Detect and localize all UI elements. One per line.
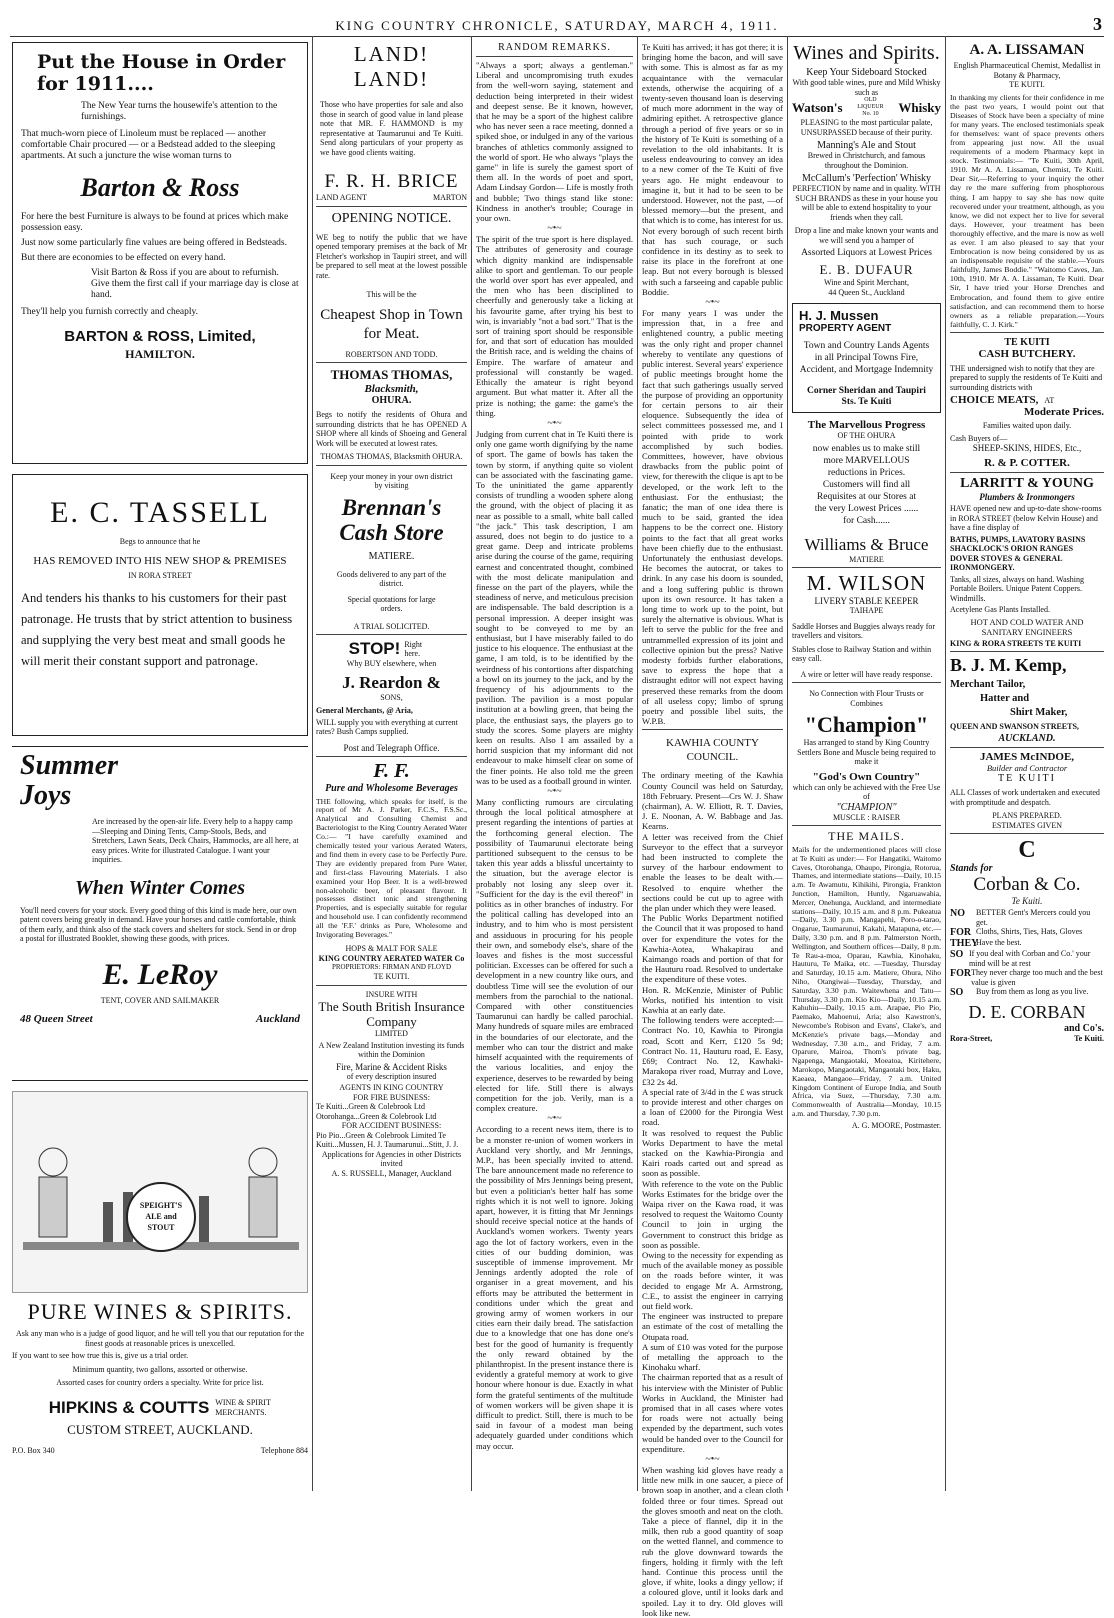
column-2 [316, 42, 467, 1492]
article-para: The spirit of the true sport is here displayed. The attributes of generosity and courage which dignity mankind are indispensable alike to sport and gentleman. To our people the world over sport has ever appealed, and the men who has been disciplined to cheerfully and generously take a licking at his favourite game, after trying his best to win, is invariably "not a bad sort." That is the sort of training sport should be responsible for, and that sort of education has moulded the British race, and is welding the chains of Empire. The warfare of amateur and professional will constantly be waged. Ethically the amateur is right beyond argument. But what matter it. After all the prize is nothing; the game: the game's the thing. [476, 234, 633, 418]
wines-assorted: Assorted Liquors at Lowest Prices [801, 248, 932, 258]
article-para: It was resolved to request the Public Works Department to have the metal stacked on the Kawhia-Pirongia and Kairi roads carted out and spread as soon as possible. [642, 1127, 783, 1179]
lissaman-name: A. A. LISSAMAN [969, 42, 1085, 58]
leroy-name: E. LeRoy [102, 957, 218, 991]
barton-para: The New Year turns the housewife's attention to the furnishings. [81, 101, 278, 122]
page-number: 3 [1093, 14, 1102, 34]
corban-row [950, 968, 1104, 987]
ornament: ~•~ [547, 417, 562, 429]
mussen-advert [792, 303, 941, 413]
mails-sig: A. G. MOORE, Postmaster. [851, 1120, 941, 1130]
corban-key: SO [950, 949, 964, 961]
butchery-skins: SHEEP-SKINS, HIDES, Etc., [972, 443, 1082, 454]
rule [792, 567, 941, 568]
ff-title: F. F. [373, 759, 410, 782]
leroy-summer: Summer Joys [20, 750, 119, 811]
corban-key: FOR [950, 968, 972, 980]
champion-muscle: MUSCLE : RAISER [832, 812, 901, 822]
kemp-line: Hatter and [980, 693, 1030, 705]
brennan-intro: Keep your money in your own district by visiting [330, 471, 453, 490]
rule [316, 465, 467, 466]
rule [642, 729, 783, 730]
opening-will: This will be the [366, 290, 417, 299]
opening-body: WE beg to notify the public that we have opened temporary premises at the back of Mr Fletcher's workshop in Taupiri street, and will be prepared to sell meat at the lowest possible rate. [316, 232, 467, 280]
ff-body: THE following, which speaks for itself, is the report of Mr A. J. Parker, F.C.S., F.S.Sc., Analytical and Consulting Chemist and Bacteriologist to the King Country Aerated Water Co.:— "I have carefully examined and chemically tested your various Aerated Waters, and find them in every case to be Perfectly Pure. They are evidently prepared from Pure Water, and first-class Flavouring Materials. I also examined your Hop Beer. It is a well-brewed non-alcoholic beer, of pleasant flavour. It possesses distinct tonic and strengthening Properties, and is especially suitable for regular and household use. I can confidently recommend all the 'F.F.' drinks as Pure, Wholesome and Invigorating Beverages." [316, 796, 467, 940]
corban-text: Buy from them as long as you live. [976, 987, 1089, 997]
lissaman-body: In thanking my clients for their confidence in me the past two years, I would point out that Diseases of Stock have been a specialty of mine for many years. The enclosed testimonials speak for themselves: want of space prevents others from appearing just now. All the usual requirements of a modern Pharmacy kept in stock. Testimonials:— "Te Kuiti, 30th April, 1910. Mr A. A. Lissaman, Chemist, Te Kuiti. Dear Sir,—Referring to your inquiry the other day re the mare suffering from phosphorous thing, I am happy to say she has now quite recovered under your treatment, although, as you know, we did not expect her to live for several days. However, your treatment has been thoroughly effective, and the mare is now as well as ever. I am also pleased to say that your Embrocation is now being considered by us as an indispensable requisite of the stable.—Yours faithfully, James Boddie." "Waitomo Caves, Jan. 10th, 1910. Mr A. A. Lissaman, Te Kuiti. Dear Sir, I have tried your Horse Drenches and Embrocation, and found them to give entire satisfaction, and can recommend them to horse owners as a reliable preparation.—Yours faithfully, C. J. Kirk." [950, 92, 1104, 329]
bar-scene-illustration [12, 1091, 308, 1293]
ins-fb: FOR FIRE BUSINESS: [353, 1092, 430, 1102]
reardon-post: Post and Telegraph Office. [343, 742, 440, 753]
ornament: ~•~ [547, 223, 562, 235]
hipkins-coutts-advert [12, 1091, 308, 1471]
article-para: Owing to the necessity for expending as much of the available money as possible on the roads before winter, it was decided to engage Mr A. Armstrong, C.E., to assist the engineer in carrying out field work. [642, 1249, 783, 1311]
champion-advert [792, 689, 941, 822]
leroy-address-row [20, 1013, 300, 1025]
hipkins-firm-row [12, 1398, 308, 1418]
corban-text: BETTER Gent's Mercers could you get. [975, 908, 1091, 927]
leroy-winter: When Winter Comes [74, 876, 246, 899]
larritt-young-advert [950, 476, 1104, 648]
corban-row [950, 908, 1104, 927]
dufaur-address: 44 Queen St., Auckland [828, 287, 905, 297]
larritt-p1: HAVE opened new and up-to-date show-rooms in RORA STREET (below Kelvin House) and have a fine display of [950, 504, 1102, 533]
mails-title: THE MAILS. [828, 829, 905, 843]
masthead-rule [10, 36, 1104, 37]
wines-p5: Drop a line and make known your wants and we will send you a hamper of [794, 226, 939, 245]
article-para: A letter was received from the Chief Surveyor to the effect that a surveyor had been instructed to complete the survey of the harbour endowment to enable the leases to be dealt with.—Resolved to enquire whether the sections could be cut up to agree with the plan under which they were leased. [642, 831, 783, 914]
land-title: LAND! LAND! [353, 42, 430, 91]
corban-de: D. E. CORBAN [968, 1002, 1086, 1023]
mcindoe-town: TE KUITI [998, 773, 1056, 785]
wines-sub: Keep Your Sideboard Stocked [806, 67, 927, 78]
article-para: The chairman reported that as a result of his interview with the Minister of Public Works in Auckland, the Minister had promised that in all cases where votes for roads were not actually being expended by the department, such votes would be handed over to the Council for expenditure. [642, 1372, 783, 1454]
opening-notice-advert [316, 211, 467, 360]
larritt-trade: Plumbers & Ironmongers [979, 492, 1075, 503]
brennan-name: Brennan's [341, 494, 442, 520]
article-para: "Always a sport; always a gentleman." Liberal and uncompromising truth exudes from the well-worn saying, statement and deduction being interpreted in their widest and deepest sense. Be it known, however, that he may be a sport of the highest calibre who has never seen a race meeting, donned a spiked shoe, or indulged in any of the various branches of athletics commonly assigned to the world of sport. He who always "plays the game" in life is surely the gamest sport of them all. In the words of poet and sport, Adam Lindsay Gordon— Life is mostly froth and bubble; Two things stand like stone: Kindness in another's trouble; Courage in your own. [476, 60, 633, 224]
rule [950, 472, 1104, 473]
larritt-p6: KING & RORA STREETS TE KUITI [950, 638, 1082, 648]
larritt-p4: Acetylene Gas Plants Installed. [950, 605, 1050, 615]
ins-fire: Fire, Marine & Accident Risks [336, 1061, 447, 1072]
wilson-place: TAIHAPE [849, 606, 884, 615]
random-remarks-title: RANDOM REMARKS. [498, 42, 611, 53]
leroy-para: You'll need covers for your stock. Every good thing of this kind is made here, our own patent covers being greatly in demand. Have your horses and cattle comfortable, think of them early, and think also of the stack covers and shelters for stock. Send in or drop a postal for illustrated Booklet, showing these goods, with prices. [20, 905, 297, 943]
reardon-name: J. Reardon & [342, 672, 441, 692]
champion-2: "CHAMPION" [836, 801, 897, 813]
column-5 [792, 42, 941, 1492]
wines-p3: Brewed in Christchurch, and famous throughout the Dominion. [807, 151, 926, 170]
corban-town: Te Kuiti. [1011, 896, 1043, 907]
ornament: ~•~ [547, 1113, 562, 1125]
corban-text: If you deal with Corban and Co.' your mind will be at rest [968, 949, 1091, 968]
ins-apply: Applications for Agencies in other Districts invited [321, 1149, 462, 1168]
corban-advert [950, 837, 1104, 1044]
mussen-corner: Corner Sheridan and Taupiri Sts. Te Kuiti [807, 386, 926, 407]
kemp-city: AUCKLAND. [998, 733, 1056, 745]
lissaman-advert [950, 42, 1104, 329]
lissaman-town: TE KUITI. [1009, 80, 1045, 89]
rule [792, 825, 941, 826]
barton-para: They'll help you furnish correctly and cheaply. [21, 307, 199, 317]
butchery-moderate: Moderate Prices. [1023, 406, 1104, 419]
barton-town: HAMILTON. [125, 347, 195, 361]
hipkins-headline: PURE WINES & SPIRITS. [27, 1299, 293, 1324]
ins-ab: FOR ACCIDENT BUSINESS: [341, 1121, 442, 1130]
champion-country: "God's Own Country" [812, 770, 921, 783]
hipkins-phone: Telephone 884 [260, 1445, 308, 1455]
corban-row [950, 949, 1104, 968]
larritt-p5: HOT AND COLD WATER AND SANITARY ENGINEERS [970, 616, 1084, 637]
brice-name: F. R. H. BRICE [324, 171, 459, 192]
wines-p1: With good table wines, pure and Mild Whisky such as [792, 78, 941, 97]
hipkins-para: Ask any man who is a judge of good liquor, and he will tell you that our reputation for the finest goods at reasonable prices is unexcelled. [15, 1329, 305, 1348]
ff-beverages-advert [316, 760, 467, 982]
tassell-intro: Begs to announce that he [119, 537, 201, 546]
hipkins-para: If you want to see how true this is, give us a trial order. [12, 1351, 189, 1360]
butchery-at: AT [1044, 396, 1055, 406]
tassell-name: E. C. TASSELL [50, 496, 270, 529]
larritt-name: LARRITT & YOUNG [960, 476, 1094, 492]
article-para: Hon. R. McKenzie, Minister of Public Works, notified his intention to visit Kawhia at an early date. [642, 984, 783, 1016]
reardon-body: WILL supply you with everything at current rates? Bush Camps supplied. [316, 717, 458, 736]
kemp-advert [950, 655, 1104, 744]
williams-body: now enables us to make still more MARVELLOUS reductions in Prices. Customers will find all Requisites at our Stores at the very Lowest Prices ...... for Cash...... [812, 443, 921, 526]
choice-row [950, 394, 1104, 406]
hipkins-firm: HIPKINS & COUTTS [48, 1397, 210, 1417]
larritt-p3: Tanks, all sizes, always on hand. Washing Portable Boilers. Unique Patent Coppers. Windmills. [950, 574, 1084, 603]
column-rule [312, 36, 313, 1491]
champion-name: "Champion" [804, 712, 929, 737]
tassell-advert [12, 474, 308, 736]
wines-p4: PERFECTION by name and in quality. WITH SUCH BRANDS as these in your house you will be able to extend hospitality to your friends when they call. [792, 184, 941, 222]
ornament: ~•~ [705, 297, 720, 309]
dufaur-sub: Wine and Spirit Merchant, [824, 278, 909, 287]
corban-text: They never charge too much and the best value is given [971, 968, 1103, 987]
reardon-advert [316, 639, 467, 753]
opening-cheapest: Cheapest Shop in Town for Meat. [320, 306, 463, 342]
article-para: With reference to the vote on the Public Works Estimates for the bridge over the Waipa river on the Kawa road, it was resolved to request the Waitomo County Council to join in urging the Government to construct this bridge as soon as possible. [642, 1178, 783, 1250]
column-1 [12, 42, 308, 1492]
article-para: The engineer was instructed to prepare an estimate of the cost of metalling the Otupata road. [642, 1311, 783, 1342]
ins-insure: INSURE WITH [365, 989, 418, 999]
hipkins-contact-row [12, 1446, 308, 1456]
sign-line: STOUT [147, 1223, 175, 1232]
rule [950, 651, 1104, 652]
hipkins-para: Minimum quantity, two gallons, assorted or otherwise. [72, 1364, 248, 1374]
corban-address-row [950, 1034, 1104, 1044]
leroy-para: Are increased by the open-air life. Every help to a happy camp—Sleeping and Dining Tents, Camp-Stools, Beds, and Stretchers, Lawn Seats, Deck Chairs, Hammocks, are all here, at easy prices. Write for illustrated Catalogue. I want your inquiries. [92, 817, 299, 864]
reardon-trade: General Merchants, @ Aria, [316, 706, 413, 715]
kawhia-title: KAWHIA COUNTY COUNCIL. [666, 737, 759, 764]
butchery-families: Families waited upon daily. [982, 421, 1072, 431]
article-para: Many conflicting rumours are circulating through the local political atmosphere at present regarding the intentions of parties at the forthcoming general election. The possibility of Taumarunui electorate being partitioned subsequent to the census to be taken this year adds a blissful uncertainty to the situation, but the average elector is probably not losing any sleep over it. "Sufficient for the day is the evil thereof" in politics as in other branches of industry. For the political calling has developed into an industry, and to him who is most persistent and assiduous in procuring for his people their own, and somebody else's, share of the loaves and fishes is the most successful politician. Excesses can be offered for such a development in a new country like ours, and doubtless Time will see the evolution of our members from the parochial to the national. Compared with other constituencies Taumarunui can hardly be called parochial. Many hundreds of square miles are embraced in the boundaries of our electorate, and the member who can tour the district and make himself acquainted with the requirements of the various localities, and enjoy the experience, deserves to be rewarded by being elected for life. Still there is always competition for the job. Verily, man is a complex creature. [476, 797, 633, 1114]
wilson-p1: Saddle Horses and Buggies always ready for travellers and visitors. [792, 621, 936, 640]
corban-stands: Stands for [950, 863, 993, 875]
thomas-advert [316, 367, 467, 462]
watson-name: Watson's [792, 99, 843, 115]
speights-sign [127, 1200, 195, 1233]
corban-name: Corban & Co. [973, 874, 1081, 896]
article-para: The following tenders were accepted:—Contract No. 10, Kawhia to Pirongia road, Scott and Kerr, £120 5s 9d; Contract No. 11, Hauturu road, E. Easy, £69; Contract No. 12, Kawhaki-Marakopa river road, Murray and Love, £32 2s 4d. [642, 1015, 783, 1087]
article-para: A special rate of 3/4d in the £ was struck to provide interest and other charges on a loan of £2000 for the Pirongia West road. [642, 1086, 783, 1128]
corban-key: FOR [950, 927, 972, 939]
sign-line: ALE and [145, 1212, 177, 1221]
mails-body: Mails for the undermentioned places will close at Te Kuiti as under:— For Hangatiki, Waitomo Caves, Otorohanga, Ohaupo, Pirongia, Rotorua, Thames, and intermediate stations—Daily, 10.15 a.m. Te Awamutu, Kihikihi, Pirongia, Frankton Junction, Hamilton, Huntly, Ngaruawahia, Mercer, Onehunga, Auckland, and intermediate stations—Daily, 10.15 a.m. and 8 p.m. Pukeatua—Daily, 3.30 p.m. Mangapehi, Poro-o-tarao, Ongarue, Taumarunui, Kakahi, Matapuna, etc.—Daily, 3.30 p.m. and 8 p.m. Palmerston North, Wellington, and Southern offices—Daily, 8 p.m. Te Rau-a-moa, Oparau, Kawhia, Kinohaku, Hauturu, Te Maika, etc. —Tuesday, Thursday and Saturday, 10.15 a.m. Matiere, Ohura, Niho Niho, Otangiwai—Tuesday, Thursday, and Saturday, 3.30 p.m. Waitewhena and Tatu—Thursday, 3.30 p.m. Kio Kio—Daily, 10.15 a.m. Kahuhiu—Daily, 10.15 a.m. Arapae, Pio Pio, Paemako, Mahoenui, Aria; also Kawstron's, Newcombe's Robison and Evans', Clake's, and McKenzie's private bags,—Monday and Wednesday, 7.30 a.m., and Friday, 7 a.m. Oparure, Mairoa, Thom's private bag, Ngapenga, Mangaotaki, Moeatoa, Kiritehere, Marokopo, Mangaotaki, Mangaotaki box, Haku, Kaeaea, Mangaoe—Friday, 7 a.m. United Kingdom Continent of Europe India, and South Africa, via Suez, —Thursday, 7.30 a.m. Commonwealth of Australia—Monday, 10.15 a.m. and Thursday, 7.30 p.m. [792, 845, 941, 1118]
rule [476, 56, 633, 57]
butchery-town: TE KUITI [1004, 336, 1050, 348]
corban-key: NO [950, 908, 965, 920]
thomas-place: OHURA. [371, 395, 412, 406]
hipkins-street: CUSTOM STREET, AUCKLAND. [67, 1421, 253, 1437]
brennan-special: Special quotations for large orders. [347, 594, 436, 613]
williams-bruce-advert [792, 419, 941, 564]
ff-hops: HOPS & MALT FOR SALE [345, 944, 438, 953]
rule [950, 833, 1104, 834]
ins-limited: LIMITED [375, 1029, 408, 1038]
brennan-trial: A TRIAL SOLICITED. [353, 621, 430, 631]
wines-p2: PLEASING to the most particular palate, UNSURPASSED because of their purity. [800, 118, 933, 137]
land-body: Those who have properties for sale and also those in search of good value in land please note that MR. F. HAMMOND is my representative at Taumarunui and Te Kuiti. Send along particulars of your property as we have good clients waiting. [320, 100, 463, 157]
corban-cos: and Co's. [1063, 1023, 1104, 1035]
article-para: According to a recent news item, there is to be a monster re-union of women workers in Auckland very shortly, and Mr Jennings, M.P., has been specially invited to attend. The bare announcement made no reference to the possibility of Mrs Jennings being present, but even a politician's better half has some rights which it is not well to ignore. Joking apart, however, it is fitting that Mr Jennings should receive special notice at the hands of Auckland's women workers. Twenty years ago the lot of factory workers, even in the cities of our budding dominion, was susceptible of immense improvement. Mr Jennings ardently adopted the role of organiser in a great movement, and his efforts may be attributed the betterment in conditions under which the great and growing army of women workers in our cities earn their daily bread. The satisfaction due to a knowledge that one has done one's best for the good of humanity is frequently the only reward obtained by the philanthropist. In the present instance there is evidently a grateful memory at work to give honour where honour is due. Exactly in what form the grateful sentiments of the multitude of women workers will be given shape it is difficult to predict. Still, there is much to be said in favour of a modest man being adequately guarded under conditions which may occur. [476, 1124, 633, 1451]
column-rule [471, 36, 472, 1491]
corban-row [950, 927, 1104, 938]
mcindoe-trade: Builder and Contractor [986, 763, 1068, 774]
rule [316, 206, 467, 207]
thomas-body: Begs to notify the residents of Ohura and surrounding districts that he has OPENED A SHOP where all kinds of Shoeing and General Work will be executed at lowest rates. [316, 410, 467, 448]
ff-sub: Pure and Wholesome Beverages [325, 782, 458, 794]
masthead: KING COUNTRY CHRONICLE, SATURDAY, MARCH 4, 1911. [335, 18, 779, 33]
opening-sig: ROBERTSON AND TODD. [345, 349, 438, 359]
kemp-line: Merchant Tailor, [950, 679, 1026, 691]
wines-spirits-advert [792, 42, 941, 297]
wilson-p2: Stables close to Railway Station and within easy call. [792, 644, 932, 663]
watson-row [792, 97, 941, 118]
lissaman-sub: English Pharmaceutical Chemist, Medallist in Botany & Pharmacy, [953, 61, 1101, 80]
opening-title: OPENING NOTICE. [331, 210, 452, 226]
wilson-advert [792, 571, 941, 679]
barton-para: That much-worn piece of Linoleum must be replaced — another comfortable Chair procured — or a Bedstead added to the sleeping apartments. At such a juncture the wise woman turns to [21, 129, 276, 161]
leroy-city: Auckland [255, 1013, 300, 1025]
rule [792, 682, 941, 683]
dufaur-name: E. B. DUFAUR [819, 262, 914, 277]
ff-company: KING COUNTRY AERATED WATER Co [318, 953, 465, 963]
article-para: When washing kid gloves have ready a little new milk in one saucer, a piece of brown soap in another, and a clean cloth folded three or four times. Spread out the gloves smooth and neat on the cloth. Take a piece of flannel, dip it in the milk, then rub a good quantity of soap on the wetted flannel, and commence to rub the glove downward towards the fingers, holding it firmly with the left hand. Continue this process until the glove, if white, looks a dingy yellow; if a coloured glove, until it looks dark and spoiled. Lay it to dry. Old gloves will look like new. [642, 1465, 783, 1618]
rule [316, 634, 467, 635]
land-advert [316, 42, 467, 203]
reardon-why: Why BUY elsewhere, when [346, 659, 437, 668]
column-rule [787, 36, 788, 1491]
barton-para: But there are economies to be effected on every hand. [21, 253, 226, 263]
article-para: A sum of £10 was voted for the purpose of metalling the approach to the Kinohaku wharf. [642, 1341, 783, 1373]
barton-brand: Barton & Ross [80, 173, 240, 202]
stop-row [316, 639, 467, 659]
kemp-name: B. J. M. Kemp, [950, 655, 1067, 676]
stop-title: STOP! [348, 639, 401, 658]
brice-row [316, 193, 467, 203]
rule [950, 332, 1104, 333]
hipkins-pobox: P.O. Box 340 [12, 1445, 55, 1455]
gentlemen-drinking-drawing [13, 1092, 309, 1292]
barton-ross-advert [12, 42, 308, 464]
article-para: The ordinary meeting of the Kawhia County Council was held on Saturday, 18th February. Present—Crs W. J. Shaw (chairman), A. W. Elliott, R. T. Davies, J. E. Noonan, A. W. Babbage and Jas. Kearns. [642, 770, 783, 832]
wilson-trade: LIVERY STABLE KEEPER [814, 596, 919, 606]
mails-notice [792, 829, 941, 1130]
tassell-body: And tenders his thanks to his customers for their past patronage. He trusts that by strict attention to business and supplying the very best meat and small goods he will merit their constant support and patronage. [21, 591, 293, 668]
butchery-choice: CHOICE MEATS, [950, 394, 1039, 407]
williams-head: The Marvellous Progress [807, 419, 926, 431]
column-6 [950, 42, 1104, 1492]
champion-p3: which can only be achieved with the Free Use of [792, 782, 941, 801]
butchery-body: THE undersigned wish to notify that they are prepared to supply the residents of Te Kuiti and surrounding districts with [950, 363, 1103, 392]
williams-name: Williams & Bruce [804, 534, 929, 554]
watson-old: OLD LIQUEUR No. 10 [857, 97, 884, 117]
rule [316, 362, 467, 363]
column-rule [637, 36, 638, 1491]
larritt-p2: BATHS, PUMPS, LAVATORY BASINS SHACKLOCK'S ORION RANGES DOVER STOVES & GENERAL IRONMONGERY. [950, 534, 1086, 573]
rule [316, 985, 467, 986]
brennan-advert [316, 472, 467, 632]
article-para: Judging from current chat in Te Kuiti there is only one game worth dignifying by the name of sport. The game of bowls has taken the town by storm, if anything quite so violent can be associated with the fascinating game. To the uninitiated the game apparently consists of trundling a wooden sphere along the ground, with the object of placing it as near as possible to a small, white ball called "the jack." This task description, I am assured, does not begin to do justice to a great game. Deep and intricate problems arise during the course of the game, requiring earnest and concentrated thought, combined with the most delicate manipulation and finesse on the part of the players, while the steadiness of nerve, and meticulous precision are indispensable. The bald description is a personal impression. A deeper insight was sought to be conveyed to me by an enthusiast, but I have miserably failed to do justice to his eloquence. The enthusiast at the game, I am told, is to be identified by the weirdness of his contortions after dispatching a bowl on its journey to the jack, and by the frequency of his adjournments to the pavilion. The pavilion is a most popular institution at a bowling green, that being the place, the enthusiast says, the players go to study the scores. Some players are mighty keen on results. Also I am assailed by a horrid suspicion that my informant did not endeavour to make himself clear on some of the finer points. He also told me the green was to be used as a football ground in winter. [476, 428, 633, 786]
leroy-trade: TENT, COVER AND SAILMAKER [100, 995, 220, 1005]
mussen-title: PROPERTY AGENT [799, 323, 892, 334]
corban-text: Cloths, Shirts, Ties, Hats, Gloves [976, 927, 1083, 937]
corban-c: C [1018, 837, 1036, 864]
ins-list: Te Kuiti...Green & Colebrook Ltd Otorohanga...Green & Colebrook Ltd [316, 1102, 437, 1121]
stop-sub: Right here. [404, 639, 423, 658]
ornament: ~•~ [705, 1454, 720, 1466]
ins-p1: A New Zealand Institution investing its funds within the Dominion [318, 1040, 465, 1059]
leroy-advert [12, 746, 308, 1081]
brice-right: MARTON [432, 193, 467, 202]
ins-list: Pio Pio...Green & Colebrook Limited Te Kuiti...Mussen, H. J. Taumarunui...Stitt, J. J. [316, 1130, 459, 1149]
butchery-name2: R. & P. COTTER. [984, 457, 1070, 470]
ins-p2: of every description insured [346, 1071, 437, 1081]
ins-manager: A. S. RUSSELL, Manager, Auckland [331, 1168, 452, 1178]
thomas-name: THOMAS THOMAS, [330, 367, 453, 382]
williams-place: MATIERE [849, 554, 884, 564]
ins-name: The South British Insurance Company [318, 999, 465, 1029]
wilson-p3: A wire or letter will have ready response. [800, 669, 933, 679]
butchery-name: CASH BUTCHERY. [978, 347, 1076, 360]
ff-props: PROPRIETORS: FIRMAN AND FLOYD [331, 962, 452, 971]
article-para: Te Kuiti has arrived; it has got there; it is bringing home the bacon, and will save with some. This is almost as far as my acquaintance with the vernacular extends, otherwise the acquiring of a twenty-seven thousand loan is deserving of much more adornment in the way of admiring epithet. A retrospective glance through a period of five years or so in the history of Te Kuiti is something of a revelation to the old inhabitants. It is useless endeavouring to convey an idea to a new comer of the Te Kuiti of five years ago. He might endeavour to imagine it, but it had to be seen to be understood. However, not the past, —of blessed memory—but the present, and that which is to come, has interest for us. Not every borough of such recent birth that has such courage, or such confidence in its destiny as to seek to raise its place in the forefront at one leap. But not every borough is blessed with such a farseeing and capable public Boddie. [642, 42, 783, 297]
corban-town2: Te Kuiti. [1074, 1034, 1104, 1044]
mussen-body: Town and Country Lands Agents in all Principal Towns Fire, Accident, and Mortgage Indemnity [799, 341, 934, 375]
brennan-goods: Goods delivered to any part of the district. [336, 569, 447, 588]
corban-street: Rora-Street, [950, 1034, 993, 1044]
manning: Manning's Ale and Stout [817, 140, 916, 151]
corban-text: Have the best. [976, 938, 1022, 948]
champion-p1: No Connection with Flour Trusts or Combines [809, 689, 924, 708]
hipkins-para: Assorted cases for country orders a specialty. Write for price list. [56, 1378, 264, 1387]
wilson-name: M. WILSON [806, 571, 927, 595]
column-3 [476, 42, 633, 1492]
rule [950, 747, 1104, 748]
leroy-address: 48 Queen Street [20, 1013, 93, 1025]
barton-para: Visit Barton & Ross if you are about to refurnish. Give them the first call if your marriage day is close at hand. [91, 268, 299, 300]
mcindoe-advert [950, 751, 1104, 830]
cash-butchery-advert [950, 337, 1104, 470]
hipkins-firm-sub: WINE & SPIRIT MERCHANTS. [215, 1398, 271, 1417]
barton-para: Just now some particularly fine values are being offered in Bedsteads. [21, 238, 288, 248]
corban-row [950, 938, 1104, 949]
thomas-sig: THOMAS THOMAS, Blacksmith OHURA. [320, 452, 463, 461]
kemp-addr: QUEEN AND SWANSON STREETS, [950, 722, 1079, 732]
tassell-street: IN RORA STREET [128, 570, 192, 580]
barton-firm: BARTON & ROSS, Limited, [64, 328, 256, 345]
mccallum: McCallum's 'Perfection' Whisky [801, 173, 932, 184]
ins-agents: AGENTS IN KING COUNTRY [339, 1083, 444, 1092]
brennan-name: Cash Store [339, 519, 444, 545]
rule [316, 756, 467, 757]
williams-sub: OF THE OHURA [837, 431, 896, 440]
mcindoe-est: ESTIMATES GIVEN [992, 820, 1062, 830]
reardon-sons: SONS, [380, 692, 403, 702]
mussen-name: H. J. Mussen [799, 308, 879, 323]
corban-row [950, 987, 1104, 998]
barton-para: For here the best Furniture is always to be found at prices which make possession easy. [21, 212, 289, 233]
column-4 [642, 42, 783, 1618]
barton-headline: Put the House in Order for 1911.... [37, 51, 286, 95]
corban-key: SO [950, 987, 964, 999]
article-para: The Public Works Department notified the Council that it was proposed to hand over for expenditure the votes for the Kawhia-Aotea, Whakapirau and Kaimango roads and portion of that for the Hauturu road. Resolved to undertake the expenditure of these votes. [642, 913, 783, 985]
insurance-advert [316, 990, 467, 1179]
champion-p2: Has arranged to stand by King Country Settlers Bone and Muscle being required to make it [797, 738, 936, 766]
sign-line: SPEIGHT'S [139, 1201, 183, 1210]
article-para: For many years I was under the impression that, in a free and enlightened country, a public meeting was the only right and proper channel whereby to ventilate any questions of public interest. Several years' experience of public meetings brought home the fact that such gatherings usually served the purpose of providing an opportunity for certain persons to air their eloquence. Subsequently the idea of select committees possessed me, and I pointed with pride to work accomplished by such bodies. Committees, however, have obvious drawbacks from the public point of view, for therewith the clique is apt to be developed, or the work left to the enthusiast. For the enthusiast; the fanatic; the man of one idea there is much to be said, granted the idea happens to be the correct one. History points to the fact that all great works have been chiefly due to the enthusiast. Unfortunately the enthusiast develops. He becomes the autocrat, or takes to drink. In any case his doom is sounded, and a long suffering public is thrown upon its own resource. It has taken a long time to work up to the point, but surely the alternative is obvious. What is left to serve the public for the free and untrammelled expression of its joint and collective opinion but the press? Native modesty forbids further elaborations, save to express the hope that a distraught editor will not expect having preserved these remarks from the doom of all useless copy; limbo of sprung poetry and possible libel suits, the W.P.B. [642, 308, 783, 727]
kemp-line: Shirt Maker, [1010, 707, 1068, 719]
watson-whisky: Whisky [898, 99, 941, 115]
column-rule [945, 36, 946, 1491]
mcindoe-body: ALL Classes of work undertaken and executed with promptitude and despatch. [950, 788, 1100, 807]
mcindoe-name: JAMES McINDOE, [979, 751, 1075, 764]
thomas-trade: Blacksmith, [364, 383, 419, 395]
brice-left: LAND AGENT [316, 193, 367, 202]
ff-town: TE KUITI. [373, 972, 410, 981]
tassell-removed: HAS REMOVED INTO HIS NEW SHOP & PREMISES [33, 554, 287, 567]
butchery-buyers: Cash Buyers of— [950, 433, 1008, 443]
mcindoe-plans: PLANS PREPARED. [992, 811, 1062, 821]
corban-key: THEY [950, 938, 979, 950]
wines-title: Wines and Spirits. [793, 42, 940, 64]
brennan-place: MATIERE. [368, 550, 415, 562]
ornament: ~•~ [547, 786, 562, 798]
